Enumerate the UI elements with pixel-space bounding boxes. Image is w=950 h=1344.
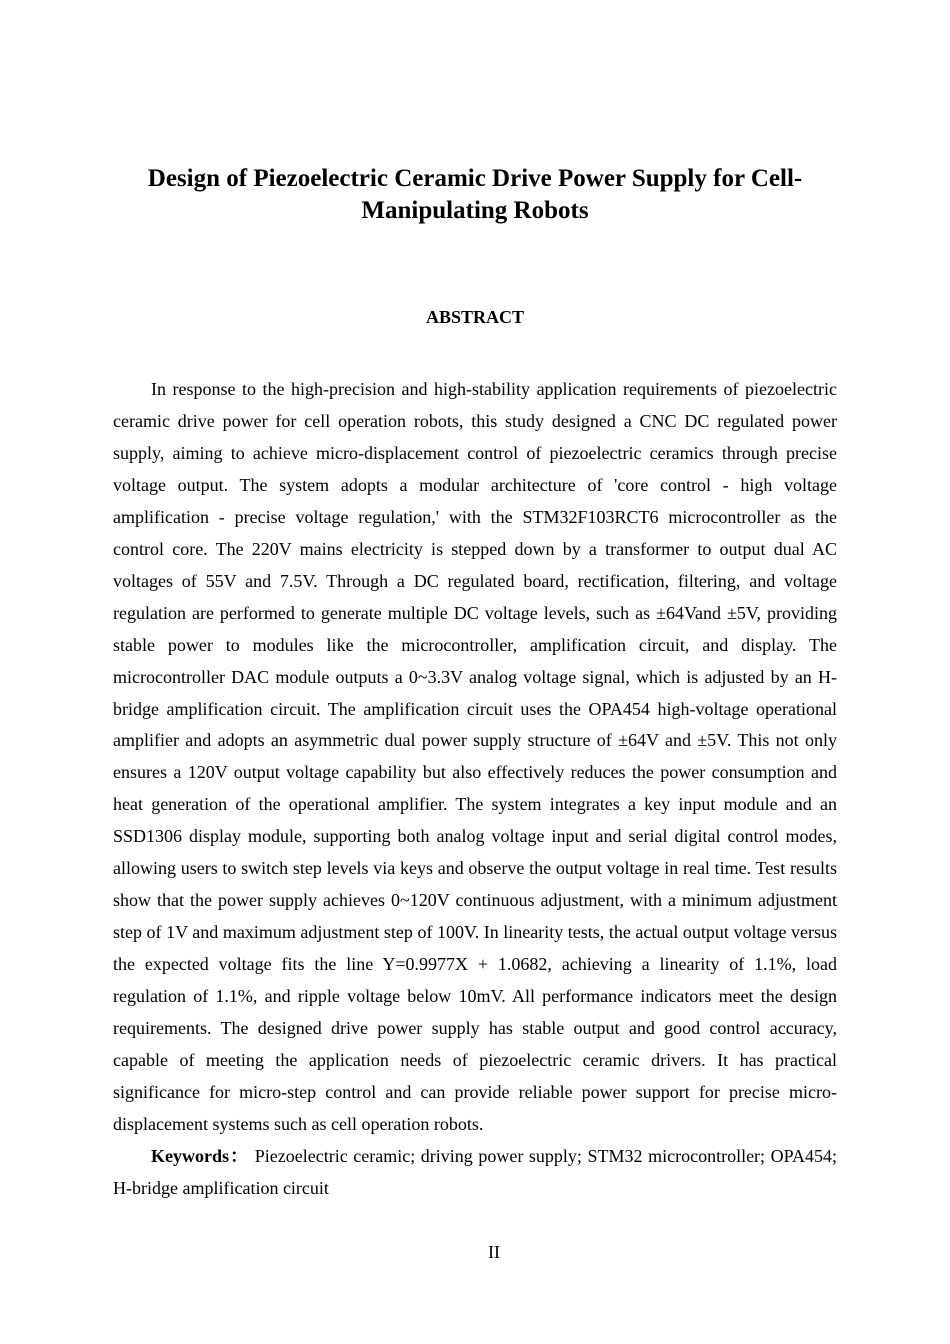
keywords-paragraph [113,1140,837,1204]
abstract-paragraph: In response to the high-precision and high-stability application requirements of piezoelectric ceramic drive power for cell operation robots, this study designed a CNC DC regulated power supply, aiming to achieve micro-displacement control of piezoelectric ceramics through precise voltage output. The system adopts a modular architecture of 'core control - high voltage amplification - precise voltage regulation,' with the STM32F103RCT6 microcontroller as the control core. The 220V mains electricity is stepped down by a transformer to output dual AC voltages of 55V and 7.5V. Through a DC regulated board, rectification, filtering, and voltage regulation are performed to generate multiple DC voltage levels, such as ±64Vand ±5V, providing stable power to modules like the microcontroller, amplification circuit, and display. The microcontroller DAC module outputs a 0~3.3V analog voltage signal, which is adjusted by an H-bridge amplification circuit. The amplification circuit uses the OPA454 high-voltage operational amplifier and adopts an asymmetric dual power supply structure of ±64V and ±5V. This not only ensures a 120V output voltage capability but also effectively reduces the power consumption and heat generation of the operational amplifier. The system integrates a key input module and an SSD1306 display module, supporting both analog voltage input and serial digital control modes, allowing users to switch step levels via keys and observe the output voltage in real time. Test results show that the power supply achieves 0~120V continuous adjustment, with a minimum adjustment step of 1V and maximum adjustment step of 100V. In linearity tests, the actual output voltage versus the expected voltage fits the line Y=0.9977X + 1.0682, achieving a linearity of 1.1%, load regulation of 1.1%, and ripple voltage below 10mV. All performance indicators meet the design requirements. The designed drive power supply has stable output and good control accuracy, capable of meeting the application needs of piezoelectric ceramic drivers. It has practical significance for micro-step control and can provide reliable power support for precise micro-displacement systems such as cell operation robots. [113,379,837,1134]
paper-title: Design of Piezoelectric Ceramic Drive Power Supply for Cell-Manipulating Robots [147,165,803,224]
abstract-heading: ABSTRACT [425,307,525,327]
keywords-list: Piezoelectric ceramic; driving power supply; STM32 microcontroller; OPA454; H-bridge amplification circuit [113,1146,837,1198]
page-number: II [488,1242,500,1262]
keywords-label: Keywords： [151,1146,250,1166]
